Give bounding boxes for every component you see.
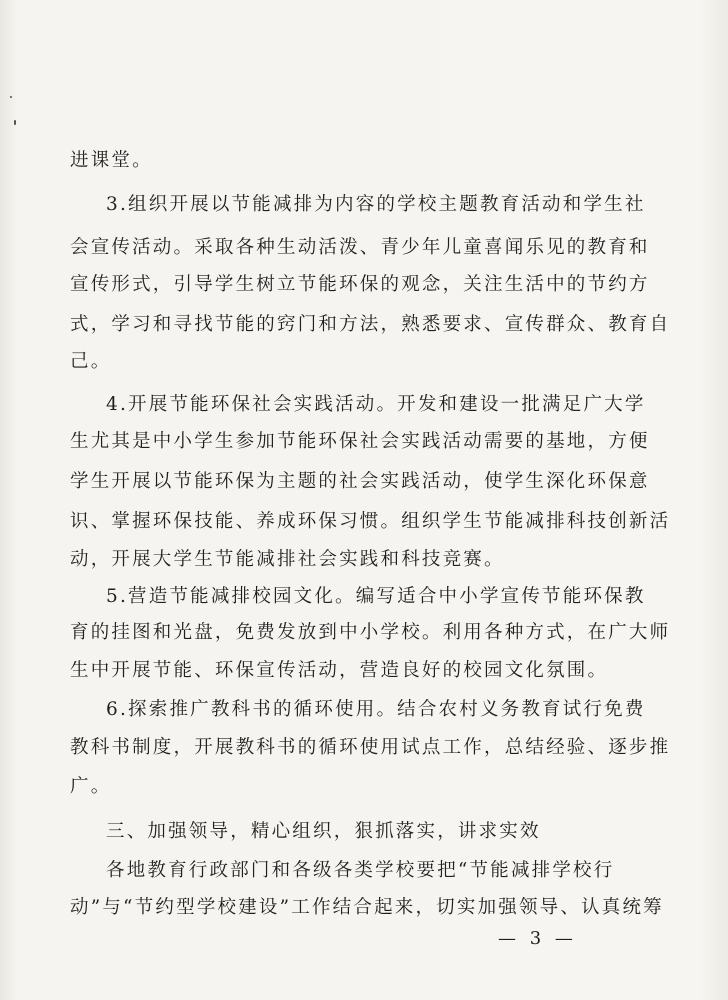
section-heading: 三、加强领导，精心组织，狠抓落实，讲求实效 bbox=[106, 821, 541, 842]
text-line-3: 会宣传活动。采取各种生动活泼、青少年儿童喜闻乐见的教育和 bbox=[70, 237, 650, 258]
text-line-15: 6.探索推广教科书的循环使用。结合农村义务教育试行免费 bbox=[106, 699, 646, 720]
text-line-1: 进课堂。 bbox=[70, 150, 153, 171]
text-line-20: 动”与“节约型学校建设”工作结合起来，切实加强领导、认真统筹 bbox=[70, 897, 664, 918]
text-line-5: 式，学习和寻找节能的窍门和方法，熟悉要求、宣传群众、教育自 bbox=[70, 314, 671, 335]
text-line-19: 各地教育行政部门和各级各类学校要把“节能减排学校行 bbox=[106, 860, 615, 881]
scan-speck bbox=[10, 96, 12, 98]
text-line-16: 教科书制度，开展教科书的循环使用试点工作，总结经验、逐步推 bbox=[70, 737, 671, 758]
text-line-12: 5.营造节能减排校园文化。编写适合中小学宣传节能环保教 bbox=[106, 586, 646, 607]
page-number: — 3 — bbox=[498, 928, 577, 949]
text-line-11: 动，开展大学生节能减排社会实践和科技竞赛。 bbox=[70, 549, 505, 570]
text-line-7: 4.开展节能环保社会实践活动。开发和建设一批满足广大学 bbox=[106, 394, 646, 415]
text-line-2: 3.组织开展以节能减排为内容的学校主题教育活动和学生社 bbox=[106, 194, 646, 215]
text-line-8: 生尤其是中小学生参加节能环保社会实践活动需要的基地，方便 bbox=[70, 431, 650, 452]
text-line-6: 己。 bbox=[70, 351, 112, 372]
text-line-13: 育的挂图和光盘，免费发放到中小学校。利用各种方式，在广大师 bbox=[70, 622, 671, 643]
text-line-17: 广。 bbox=[70, 776, 112, 797]
text-line-14: 生中开展节能、环保宣传活动，营造良好的校园文化氛围。 bbox=[70, 660, 609, 681]
text-line-10: 识、掌握环保技能、养成环保习惯。组织学生节能减排科技创新活 bbox=[70, 511, 671, 532]
text-line-9: 学生开展以节能环保为主题的社会实践活动，使学生深化环保意 bbox=[70, 471, 650, 492]
scan-speck bbox=[14, 120, 16, 125]
text-line-4: 宣传形式，引导学生树立节能环保的观念，关注生活中的节约方 bbox=[70, 274, 650, 295]
